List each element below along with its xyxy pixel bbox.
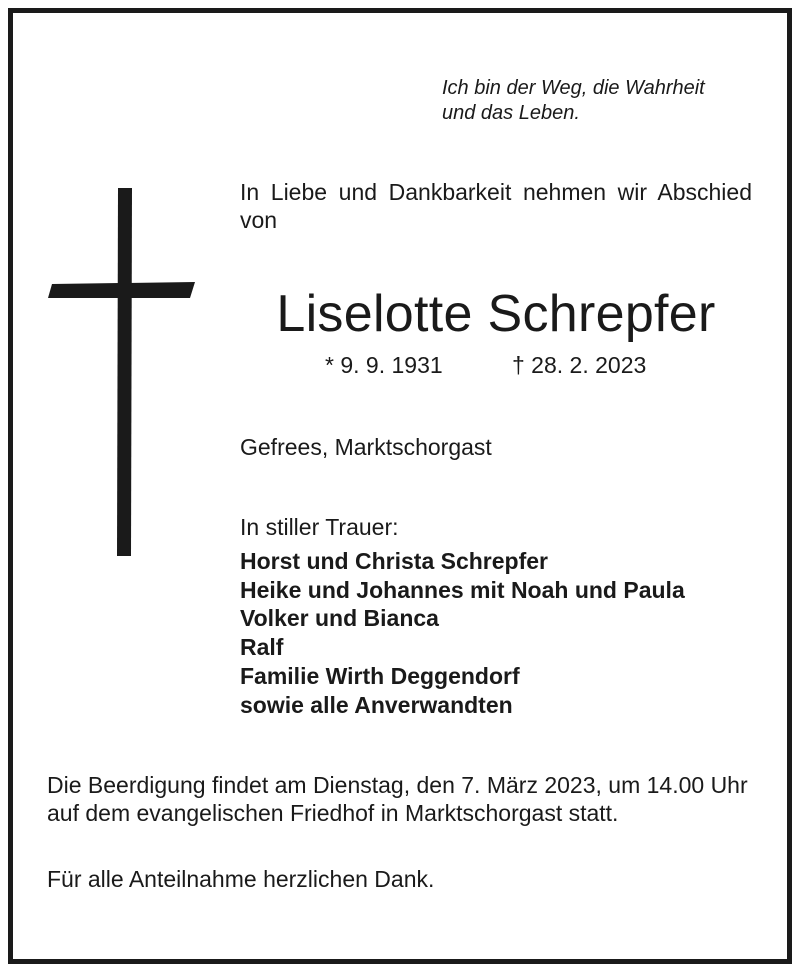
mourner-name: Heike und Johannes mit Noah und Paula	[240, 576, 685, 603]
mourners-list	[240, 547, 685, 719]
mourner-name: Familie Wirth Deggendorf	[240, 662, 520, 689]
bible-quote	[442, 76, 705, 126]
deceased-name: Liselotte Schrepfer	[276, 285, 716, 343]
cross-icon	[46, 186, 198, 558]
mourner-name: Volker und Bianca	[240, 605, 439, 632]
thanks-text: Für alle Anteilnahme herzlichen Dank.	[47, 866, 435, 892]
places-text: Gefrees, Marktschorgast	[240, 434, 492, 460]
death-date: † 28. 2. 2023	[512, 352, 647, 378]
quote-line: Ich bin der Weg, die Wahrheit	[442, 77, 705, 99]
quote-line: und das Leben.	[442, 102, 580, 124]
intro-text: In Liebe und Dankbarkeit nehmen wir Abschied von	[240, 179, 752, 233]
mourner-name: Horst und Christa Schrepfer	[240, 548, 548, 574]
mourner-name: Ralf	[240, 634, 284, 661]
mourners-heading: In stiller Trauer:	[240, 514, 399, 540]
funeral-info: Die Beerdigung findet am Dienstag, den 7. März 2023, um 14.00 Uhr auf dem evangelischen Friedhof in Marktschorgast statt.	[47, 772, 748, 826]
birth-date: * 9. 9. 1931	[325, 352, 443, 378]
mourner-name: sowie alle Anverwandten	[240, 691, 513, 718]
